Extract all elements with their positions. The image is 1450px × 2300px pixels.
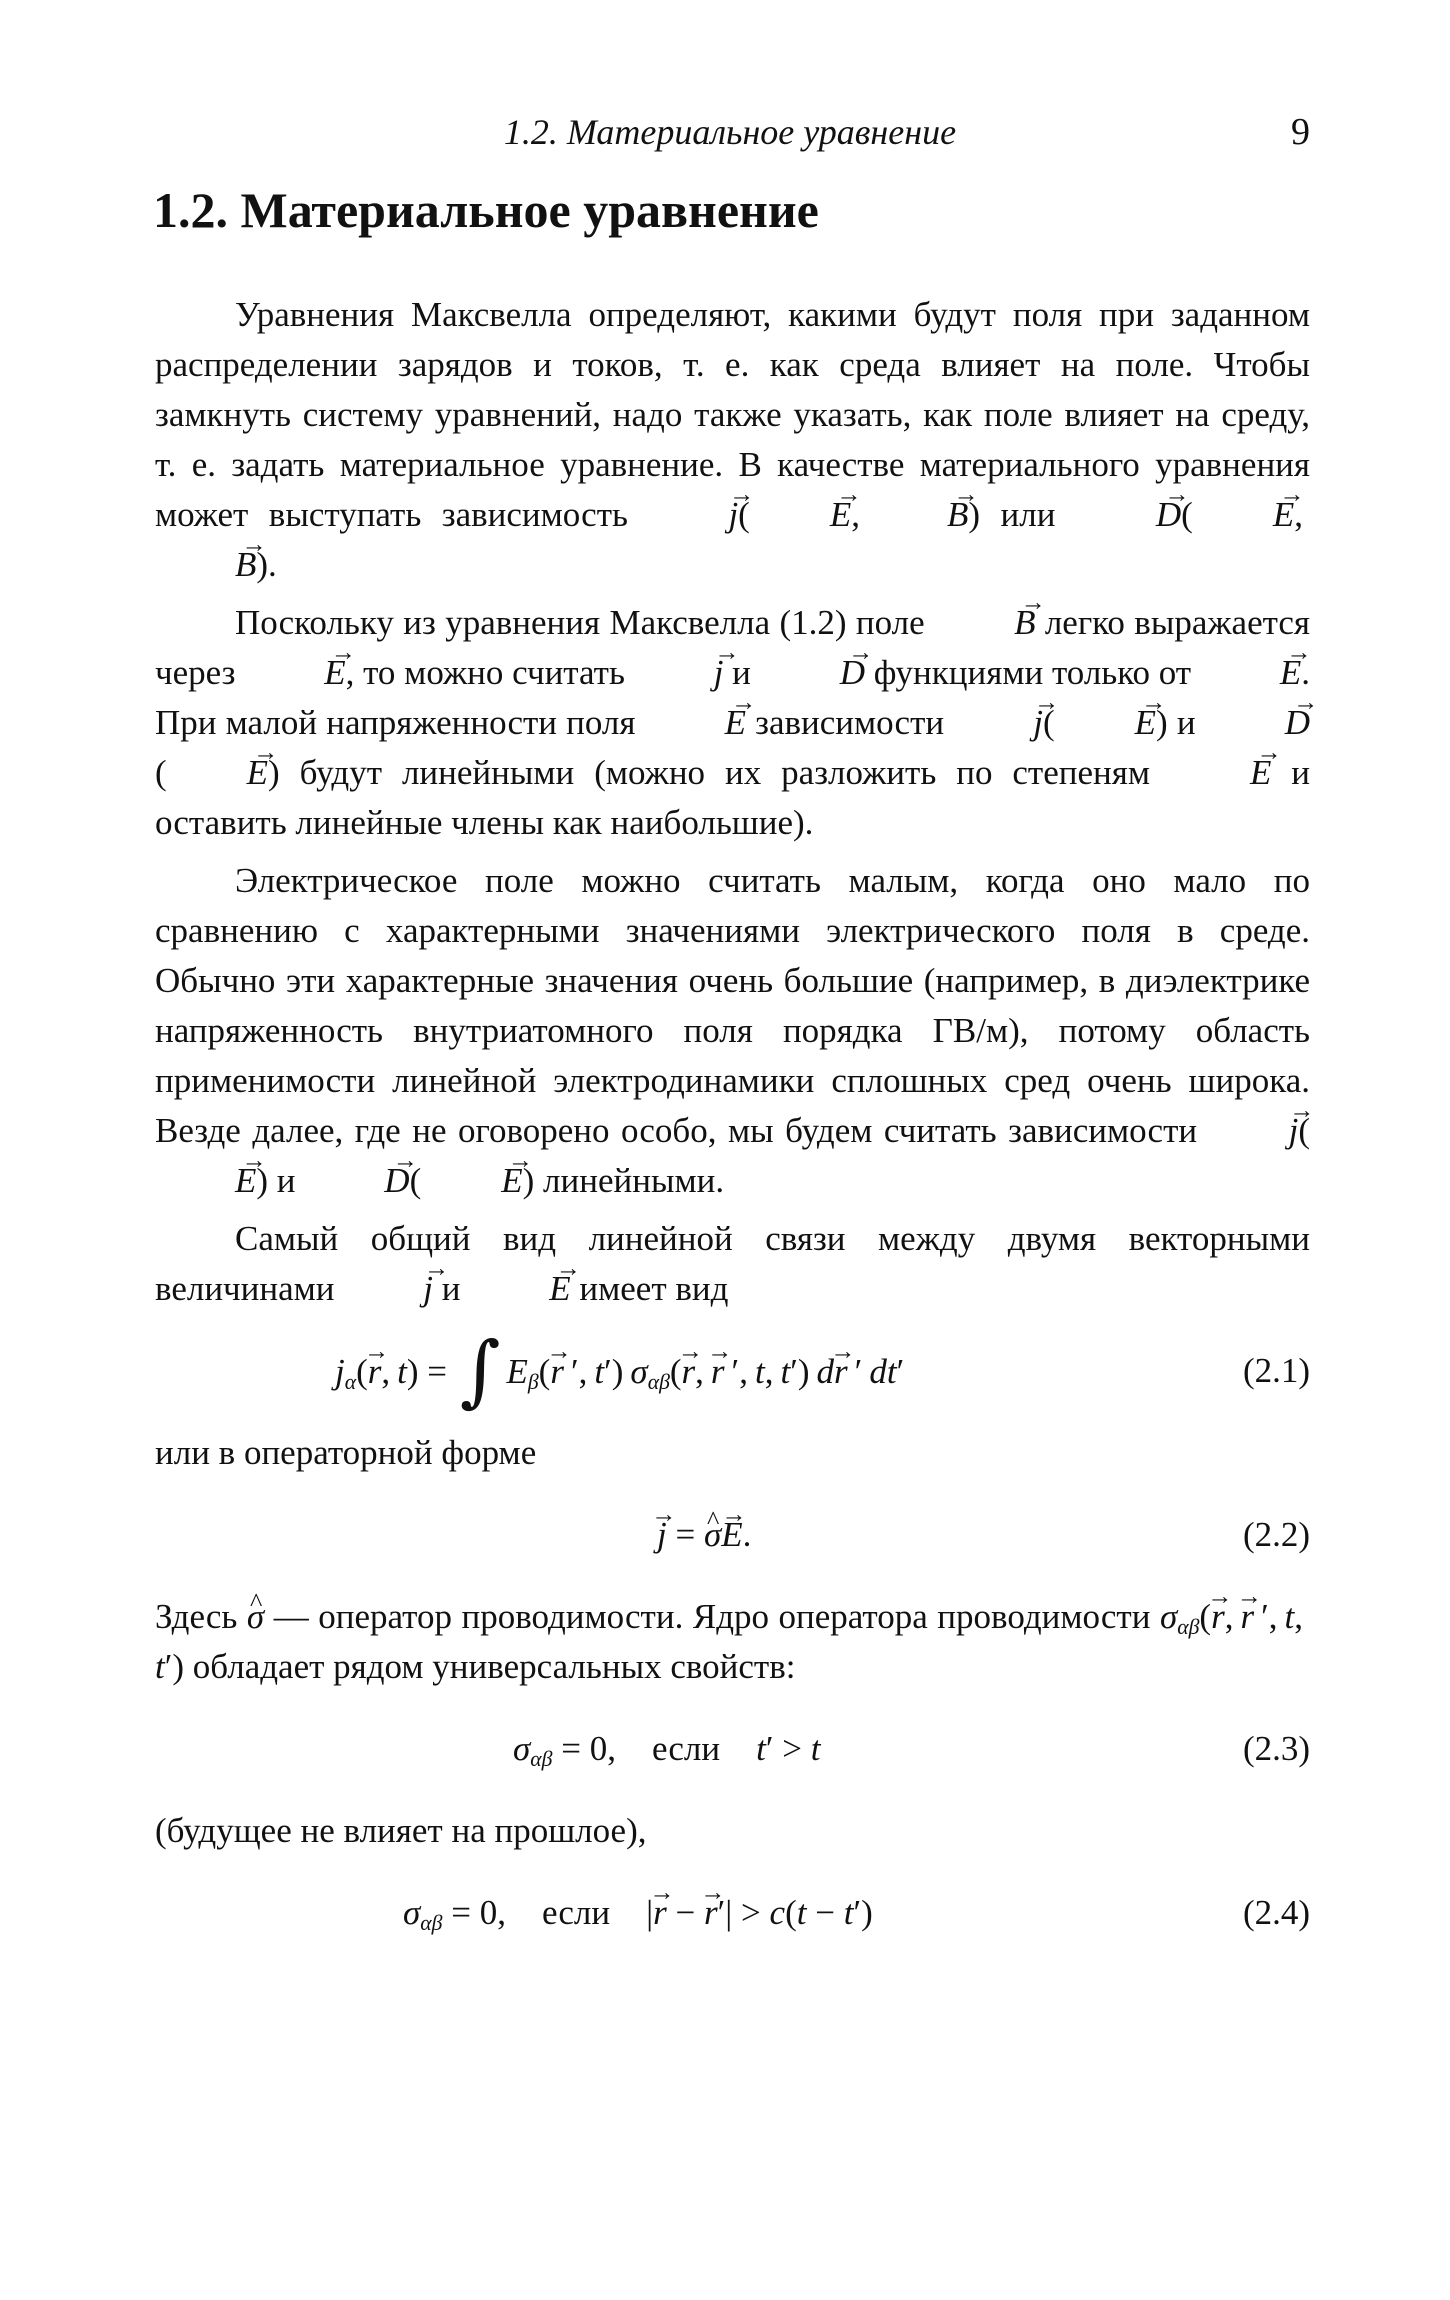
body-text bbox=[155, 290, 1310, 1970]
vector-j: → j bbox=[1209, 1106, 1299, 1156]
vector-B: → B bbox=[867, 490, 968, 540]
integral-sign: ∫ bbox=[459, 1326, 501, 1416]
running-head bbox=[150, 108, 1310, 156]
vector-D: → D bbox=[304, 1156, 409, 1206]
equation-number: (2.2) bbox=[1242, 1515, 1310, 1554]
text-run: Электрическое поле можно считать малым, когда оно мало по сравнению с характерными значениями электрического поля в среде. Обычно эти характерные значения очень большие (например, в диэлектрике напряженность внутриатомного поля порядка ГВ/м), потому область применимости линейной электродинамики сплошных сред очень широка. Везде далее, где не оговорено особо, мы будем считать зависимости bbox=[155, 861, 1310, 1150]
equation-2-3 bbox=[155, 1704, 1310, 1794]
vector-D: → D bbox=[1076, 490, 1181, 540]
paragraph-7: (будущее не влияет на прошлое), bbox=[155, 1811, 647, 1850]
text-run: Самый общий вид линейной связи между двумя векторными величинами bbox=[155, 1219, 1310, 1308]
equation-body: → j = ^ σ→ E. bbox=[657, 1490, 751, 1580]
equation-2-1 bbox=[155, 1326, 1310, 1416]
text-run: , то можно считать bbox=[345, 653, 634, 692]
vector-E: → E bbox=[1193, 490, 1294, 540]
text-run: Уравнения Максвелла определяют, какими будут поля при заданном распределении зарядов и токов, т. е. как среда влияет на поле. Чтобы замкнуть систему уравнений, надо также указать, как поле влияет на среду, т. е. задать материальное уравнение. В качестве материального уравнения может выступать зависимость bbox=[155, 295, 1310, 534]
text-run: — оператор проводимости. Ядро оператора проводимости bbox=[264, 1597, 1160, 1636]
text-run: имеет вид bbox=[570, 1269, 729, 1308]
text-run: и bbox=[723, 653, 760, 692]
vector-E: → E bbox=[469, 1264, 570, 1314]
page-number: 9 bbox=[1291, 111, 1310, 153]
condition-word: если bbox=[541, 1893, 611, 1932]
vector-D: → D bbox=[1205, 698, 1310, 748]
vector-B: → B bbox=[934, 598, 1035, 648]
equation-number: (2.1) bbox=[1242, 1351, 1310, 1390]
vector-E: → E bbox=[1170, 748, 1271, 798]
paragraph-3: Электрическое поле можно считать малым, когда оно мало по сравнению с характерными значениями электрического поля в среде. Обычно эти характерные значения очень большие (например, в диэлектрике напряженность внутриатомного поля порядка ГВ/м), потому область применимости линейной электродинамики сплошных сред очень широка. Везде далее, где не оговорено особо, мы будем считать зависимости → j(→ E) и → D(→ E) линейными. bbox=[155, 856, 1310, 1206]
vector-E: → E bbox=[155, 1156, 256, 1206]
paragraph-1: Уравнения Максвелла определяют, какими будут поля при заданном распределении зарядов и токов, т. е. как среда влияет на поле. Чтобы замкнуть систему уравнений, надо также указать, как поле влияет на среду, т. е. задать материальное уравнение. В качестве материального уравнения может выступать зависимость → j(→ E, → B) или → D(→ E, → B). bbox=[155, 290, 1310, 590]
paragraph-5: или в операторной форме bbox=[155, 1433, 537, 1472]
vector-E: → E bbox=[750, 490, 851, 540]
text-run: линейными. bbox=[534, 1161, 725, 1200]
text-run: функциями только от bbox=[864, 653, 1200, 692]
text-run: Здесь bbox=[155, 1597, 247, 1636]
text-run: зависимости bbox=[746, 703, 954, 742]
vector-B: → B bbox=[155, 540, 256, 590]
vector-E: → E bbox=[167, 748, 268, 798]
equation-2-2 bbox=[155, 1490, 1310, 1580]
text-run: и bbox=[1167, 703, 1205, 742]
text-run: и оставить линейные члены как наибольшие). bbox=[155, 753, 1310, 842]
equation-number: (2.3) bbox=[1242, 1729, 1310, 1768]
section-title: 1.2. Материальное уравнение bbox=[153, 182, 819, 238]
vector-E: → E bbox=[1200, 648, 1301, 698]
vector-j: → j bbox=[634, 648, 724, 698]
paragraph-4 bbox=[155, 1214, 1310, 1314]
vector-D: → D bbox=[760, 648, 865, 698]
vector-j: → j bbox=[953, 698, 1043, 748]
equation-body: $j_\alpha(\to r$, t) = ∫ $E_\beta(\to r$ ′, t′) $\sigma_{\alpha\beta}(\to r$, → r ′, t, t′) d→ r ′ dt′ bbox=[335, 1326, 904, 1416]
text-run: и bbox=[268, 1161, 305, 1200]
text-run: обладает рядом универсальных свойств: bbox=[184, 1647, 796, 1686]
vector-E: → E bbox=[1055, 698, 1156, 748]
equation-body: $\sigma_{\alpha\beta} = 0$, если |→ r − → r′| > c(t − t′) bbox=[403, 1868, 873, 1958]
sigma-hat: ^ σ bbox=[247, 1592, 264, 1642]
running-head-title: 1.2. Материальное уравнение bbox=[503, 112, 957, 152]
text-run: или bbox=[980, 495, 1076, 534]
equation-2-4 bbox=[155, 1868, 1310, 1958]
condition-word: если bbox=[651, 1729, 721, 1768]
vector-j: → j bbox=[343, 1264, 433, 1314]
vector-E: → E bbox=[244, 648, 345, 698]
text-run: . При малой напряженности поля bbox=[155, 653, 1310, 742]
text-run: и bbox=[433, 1269, 470, 1308]
text-run: Поскольку из уравнения Максвелла (1.2) поле bbox=[235, 603, 935, 642]
vector-E: → E bbox=[645, 698, 746, 748]
text-run: легко выражается через bbox=[155, 603, 1310, 692]
equation-number: (2.4) bbox=[1242, 1893, 1310, 1932]
equation-body: $\sigma_{\alpha\beta} = 0$, если t′ > t bbox=[513, 1729, 821, 1772]
vector-E: → E bbox=[421, 1156, 522, 1206]
vector-j: → j bbox=[648, 490, 738, 540]
paragraph-2: Поскольку из уравнения Максвелла (1.2) поле → B легко выражается через → E, то можно считать → j и → D функциями только от → E. При малой напряженности поля → E зависимости → j(→ E) и → D(→ E) будут линейными (можно их разложить по степеням → E и оставить линейные члены как наибольшие). bbox=[155, 598, 1310, 848]
text-run: будут линейными (можно их разложить по степеням bbox=[279, 753, 1170, 792]
paragraph-6: Здесь ^ σ — оператор проводимости. Ядро оператора проводимости $\sigma_{\alpha\beta}(\to r$, → r ′, t, t′) обладает рядом универсальных свойств: bbox=[155, 1592, 1310, 1692]
